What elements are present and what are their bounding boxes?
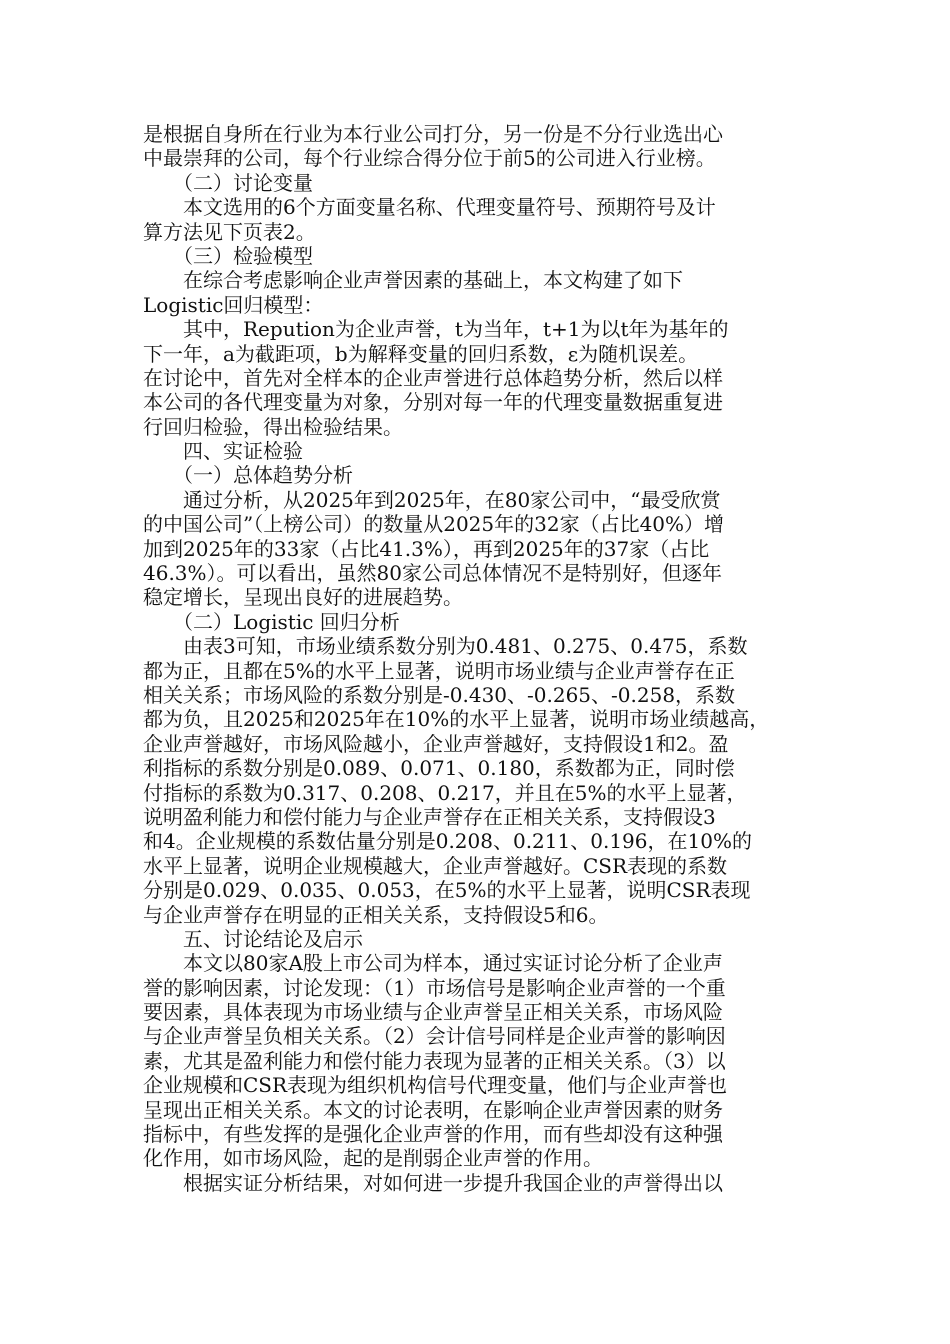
text-line: 根据实证分析结果，对如何进一步提升我国企业的声誉得出以 xyxy=(143,1170,723,1195)
section-heading: （二）Logistic 回归分析 xyxy=(143,609,400,634)
text-line: 付指标的系数为0.317、0.208、0.217，并且在5%的水平上显著， xyxy=(143,780,747,805)
document-body xyxy=(143,122,815,1195)
section-heading: （三）检验模型 xyxy=(143,243,313,268)
text-line: 企业声誉越好，市场风险越小，企业声誉越好，支持假设1和2。盈 xyxy=(143,731,729,756)
text-line: 化作用，如市场风险，起的是削弱企业声誉的作用。 xyxy=(143,1146,603,1171)
text-line: 稳定增长，呈现出良好的进展趋势。 xyxy=(143,585,463,610)
text-line: 46.3%）。可以看出，虽然80家公司总体情况不是特别好，但逐年 xyxy=(143,561,722,586)
text-line: 算方法见下页表2。 xyxy=(143,219,316,244)
section-heading: （一）总体趋势分析 xyxy=(143,463,353,488)
section-heading: （二）讨论变量 xyxy=(143,170,313,195)
text-line: Logistic回归模型： xyxy=(143,292,324,317)
text-line: 下一年，a为截距项，b为解释变量的回归系数，ε为随机误差。 xyxy=(143,341,699,366)
section-heading: 五、讨论结论及启示 xyxy=(143,926,363,951)
text-line: 分别是0.029、0.035、0.053，在5%的水平上显著，说明CSR表现 xyxy=(143,878,751,903)
text-line: 在讨论中，首先对全样本的企业声誉进行总体趋势分析，然后以样 xyxy=(143,365,723,390)
text-line: 其中，Repution为企业声誉，t为当年，t+1为以t年为基年的 xyxy=(143,317,729,342)
text-line: 素，尤其是盈利能力和偿付能力表现为显著的正相关关系。（3）以 xyxy=(143,1048,726,1073)
text-line: 本公司的各代理变量为对象，分别对每一年的代理变量数据重复进 xyxy=(143,390,723,415)
text-line: 呈现出正相关关系。本文的讨论表明，在影响企业声誉因素的财务 xyxy=(143,1097,723,1122)
text-line: 水平上显著，说明企业规模越大，企业声誉越好。CSR表现的系数 xyxy=(143,853,728,878)
text-line: 指标中，有些发挥的是强化企业声誉的作用，而有些却没有这种强 xyxy=(143,1122,723,1147)
text-line: 与企业声誉存在明显的正相关关系，支持假设5和6。 xyxy=(143,902,609,927)
text-line: 都为正，且都在5%的水平上显著，说明市场业绩与企业声誉存在正 xyxy=(143,658,735,683)
text-line: 都为负，且2025和2025年在10%的水平上显著，说明市场业绩越高， xyxy=(143,707,770,732)
text-line: 通过分析，从2025年到2025年，在80家公司中，“最受欣赏 xyxy=(143,487,721,512)
text-line: 相关关系；市场风险的系数分别是-0.430、-0.265、-0.258，系数 xyxy=(143,682,736,707)
text-line: 加到2025年的33家（占比41.3%），再到2025年的37家（占比 xyxy=(143,536,710,561)
text-line: 在综合考虑影响企业声誉因素的基础上，本文构建了如下 xyxy=(143,268,683,293)
text-line: 和4。企业规模的系数估量分别是0.208、0.211、0.196，在10%的 xyxy=(143,829,752,854)
text-line: 与企业声誉呈负相关关系。（2）会计信号同样是企业声誉的影响因 xyxy=(143,1024,726,1049)
text-line: 利指标的系数分别是0.089、0.071、0.180，系数都为正，同时偿 xyxy=(143,756,735,781)
text-line: 本文选用的6个方面变量名称、代理变量符号、预期符号及计 xyxy=(143,195,716,220)
text-line: 要因素，具体表现为市场业绩与企业声誉呈正相关关系，市场风险 xyxy=(143,1000,723,1025)
text-line: 企业规模和CSR表现为组织机构信号代理变量，他们与企业声誉也 xyxy=(143,1073,728,1098)
text-line: 誉的影响因素，讨论发现：（1）市场信号是影响企业声誉的一个重 xyxy=(143,975,726,1000)
text-line: 本文以80家A股上市公司为样本，通过实证讨论分析了企业声 xyxy=(143,951,723,976)
text-line: 行回归检验，得出检验结果。 xyxy=(143,414,403,439)
text-line: 是根据自身所在行业为本行业公司打分，另一份是不分行业选出心 xyxy=(143,122,723,146)
text-line: 的中国公司”（上榜公司）的数量从2025年的32家（占比40%）增 xyxy=(143,512,725,537)
text-line: 由表3可知，市场业绩系数分别为0.481、0.275、0.475，系数 xyxy=(143,634,748,659)
text-line: 中最崇拜的公司，每个行业综合得分位于前5的公司进入行业榜。 xyxy=(143,146,716,171)
text-line: 说明盈利能力和偿付能力与企业声誉存在正相关关系，支持假设3 xyxy=(143,804,716,829)
section-heading: 四、实证检验 xyxy=(143,439,303,464)
